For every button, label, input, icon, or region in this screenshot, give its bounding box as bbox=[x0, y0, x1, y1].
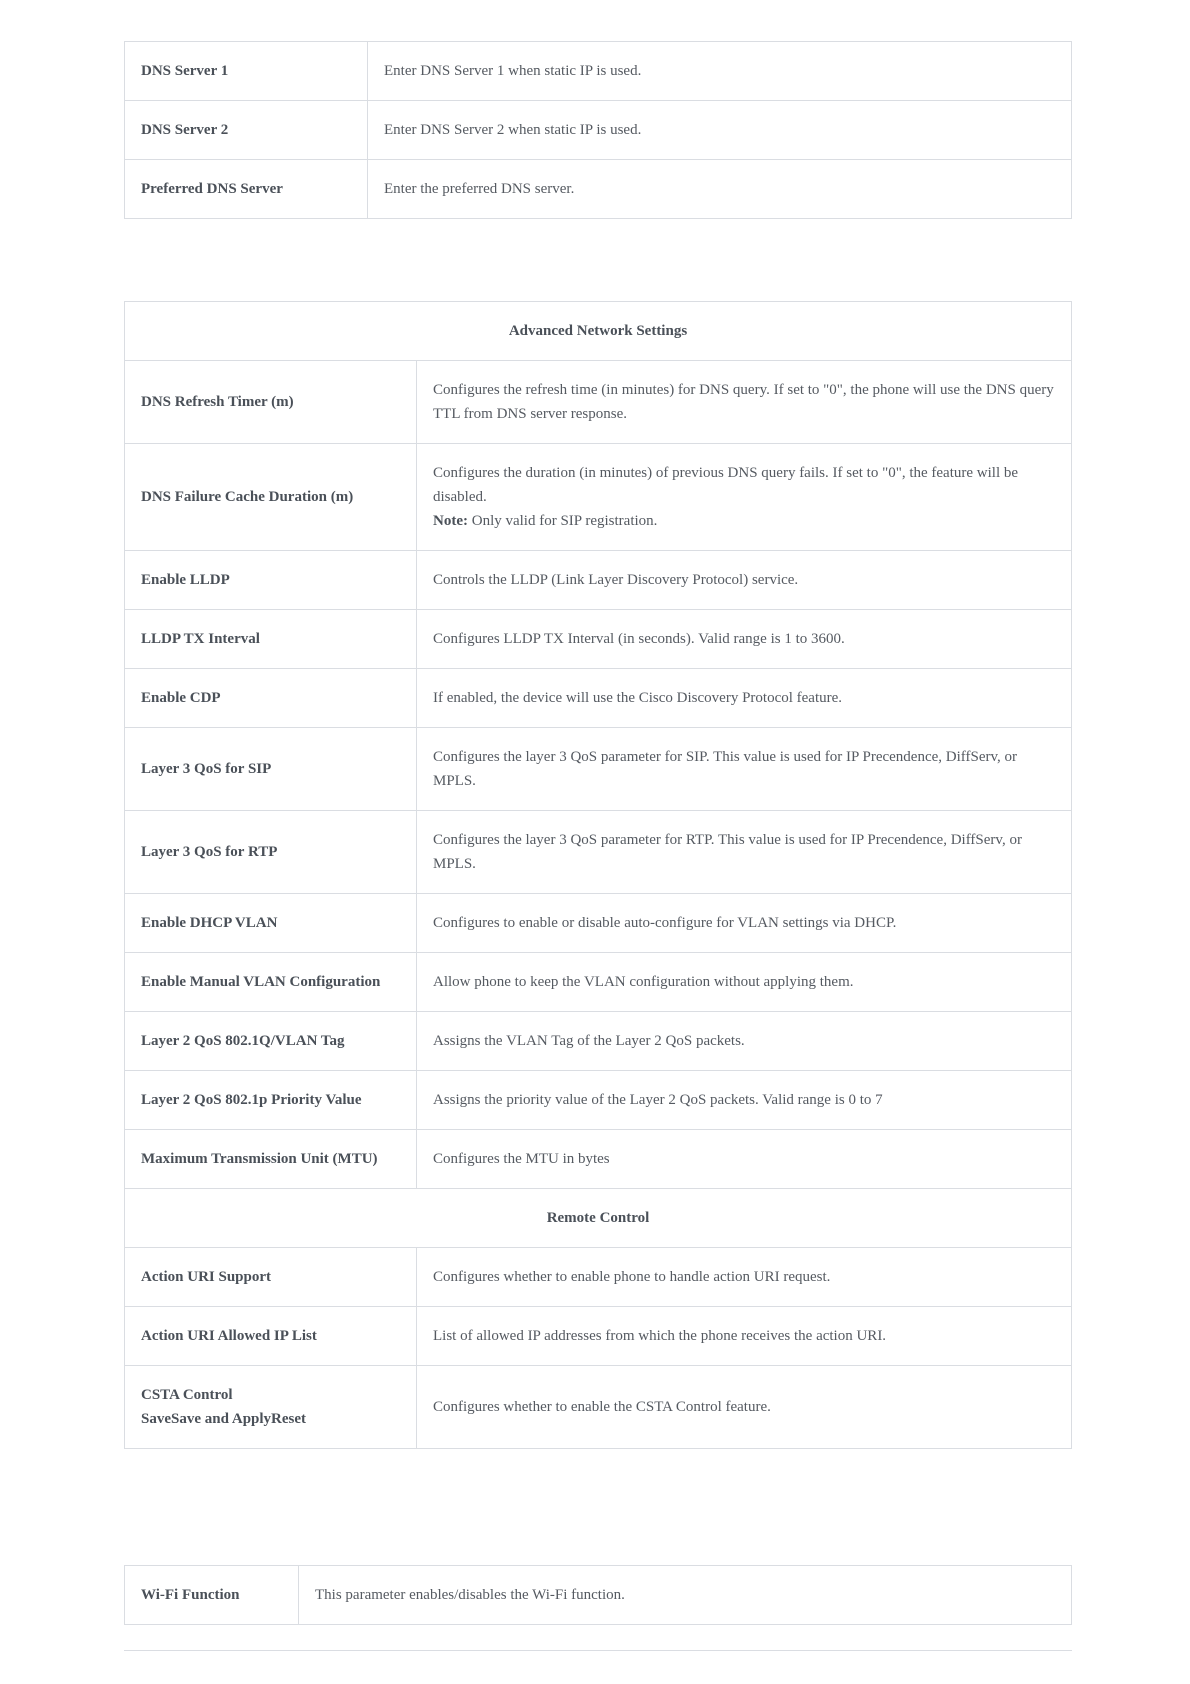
param-desc: Configures LLDP TX Interval (in seconds). Valid range is 1 to 3600. bbox=[417, 610, 1072, 669]
param-name: Layer 2 QoS 802.1Q/VLAN Tag bbox=[125, 1012, 417, 1071]
table-row bbox=[125, 669, 1072, 728]
table-row bbox=[125, 1307, 1072, 1366]
param-name: Enable LLDP bbox=[125, 551, 417, 610]
param-desc: Assigns the priority value of the Layer 2 QoS packets. Valid range is 0 to 7 bbox=[417, 1071, 1072, 1130]
param-name: Layer 2 QoS 802.1p Priority Value bbox=[125, 1071, 417, 1130]
param-name: Preferred DNS Server bbox=[125, 160, 368, 219]
param-name bbox=[125, 1366, 417, 1449]
param-name-line1: CSTA Control bbox=[141, 1387, 233, 1403]
param-name: Action URI Allowed IP List bbox=[125, 1307, 417, 1366]
param-name: DNS Failure Cache Duration (m) bbox=[125, 444, 417, 551]
param-name-line2: SaveSave and ApplyReset bbox=[141, 1411, 307, 1427]
param-desc: Configures whether to enable the CSTA Control feature. bbox=[417, 1366, 1072, 1449]
param-desc: Enter DNS Server 2 when static IP is used. bbox=[368, 101, 1072, 160]
table-row bbox=[125, 1366, 1072, 1449]
param-name: LLDP TX Interval bbox=[125, 610, 417, 669]
param-desc: Configures to enable or disable auto-configure for VLAN settings via DHCP. bbox=[417, 894, 1072, 953]
table-row bbox=[125, 42, 1072, 101]
table-row bbox=[125, 728, 1072, 811]
section-header-row bbox=[125, 1189, 1072, 1248]
param-name: DNS Server 2 bbox=[125, 101, 368, 160]
param-name: Action URI Support bbox=[125, 1248, 417, 1307]
table-row bbox=[125, 1012, 1072, 1071]
table-row bbox=[125, 444, 1072, 551]
param-desc: This parameter enables/disables the Wi-Fi function. bbox=[299, 1566, 1072, 1625]
param-name: Layer 3 QoS for RTP bbox=[125, 811, 417, 894]
param-desc-text: Configures the duration (in minutes) of previous DNS query fails. If set to "0", the feature will be disabled. bbox=[433, 465, 1019, 505]
param-desc: Allow phone to keep the VLAN configuration without applying them. bbox=[417, 953, 1072, 1012]
note-label: Note: bbox=[433, 513, 468, 529]
param-name: Maximum Transmission Unit (MTU) bbox=[125, 1130, 417, 1189]
section-title-remote-control: Remote Control bbox=[125, 1189, 1072, 1248]
param-desc: Configures the refresh time (in minutes) for DNS query. If set to "0", the phone will use the DNS query TTL from DNS server response. bbox=[417, 361, 1072, 444]
param-name: Enable CDP bbox=[125, 669, 417, 728]
param-desc: Enter the preferred DNS server. bbox=[368, 160, 1072, 219]
table-row bbox=[125, 1071, 1072, 1130]
divider bbox=[124, 1650, 1072, 1651]
param-desc: Configures the MTU in bytes bbox=[417, 1130, 1072, 1189]
dns-server-table bbox=[124, 41, 1072, 219]
param-desc bbox=[417, 444, 1072, 551]
note-text: Only valid for SIP registration. bbox=[467, 513, 658, 529]
table-row bbox=[125, 610, 1072, 669]
table-row bbox=[125, 551, 1072, 610]
section-header-row bbox=[125, 302, 1072, 361]
wifi-table bbox=[124, 1565, 1072, 1625]
table-row bbox=[125, 361, 1072, 444]
table-row bbox=[125, 1248, 1072, 1307]
table-row bbox=[125, 894, 1072, 953]
param-desc: If enabled, the device will use the Cisco Discovery Protocol feature. bbox=[417, 669, 1072, 728]
param-desc: Configures the layer 3 QoS parameter for SIP. This value is used for IP Precendence, DiffServ, or MPLS. bbox=[417, 728, 1072, 811]
param-name: Wi-Fi Function bbox=[125, 1566, 299, 1625]
table-row bbox=[125, 160, 1072, 219]
param-name: DNS Refresh Timer (m) bbox=[125, 361, 417, 444]
param-desc: Configures the layer 3 QoS parameter for RTP. This value is used for IP Precendence, DiffServ, or MPLS. bbox=[417, 811, 1072, 894]
param-desc: Controls the LLDP (Link Layer Discovery Protocol) service. bbox=[417, 551, 1072, 610]
table-row bbox=[125, 101, 1072, 160]
table-row bbox=[125, 1566, 1072, 1625]
param-name: DNS Server 1 bbox=[125, 42, 368, 101]
table-row bbox=[125, 953, 1072, 1012]
param-desc: List of allowed IP addresses from which the phone receives the action URI. bbox=[417, 1307, 1072, 1366]
param-desc: Enter DNS Server 1 when static IP is used. bbox=[368, 42, 1072, 101]
table-row bbox=[125, 811, 1072, 894]
param-desc: Configures whether to enable phone to handle action URI request. bbox=[417, 1248, 1072, 1307]
param-desc: Assigns the VLAN Tag of the Layer 2 QoS packets. bbox=[417, 1012, 1072, 1071]
param-name: Enable DHCP VLAN bbox=[125, 894, 417, 953]
table-row bbox=[125, 1130, 1072, 1189]
section-title-advanced: Advanced Network Settings bbox=[125, 302, 1072, 361]
advanced-network-settings-table bbox=[124, 301, 1072, 1449]
param-name: Enable Manual VLAN Configuration bbox=[125, 953, 417, 1012]
param-name: Layer 3 QoS for SIP bbox=[125, 728, 417, 811]
